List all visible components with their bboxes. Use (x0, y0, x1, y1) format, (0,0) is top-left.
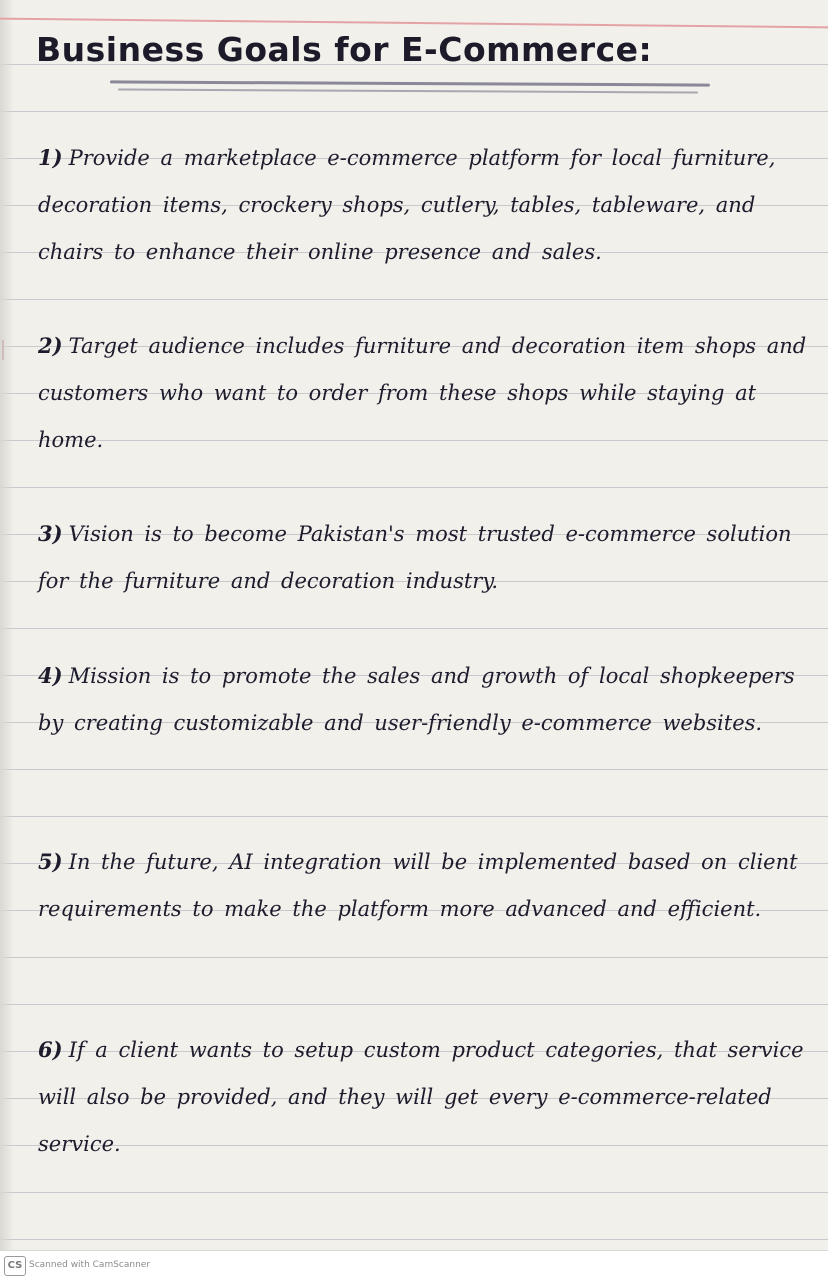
goal-item-5 (38, 838, 808, 933)
goal-number: 1) (38, 145, 63, 170)
goal-item-4 (38, 652, 808, 747)
goal-text: Mission is to promote the sales and growth of local shopkeepers by creating customizable and user-friendly e-commerce websites. (38, 664, 795, 735)
goal-item-2 (38, 322, 808, 464)
goal-text: Provide a marketplace e-commerce platform for local furniture, decoration items, crockery shops, cutlery, tables, tableware, and chairs to enhance their online presence and sales. (38, 146, 776, 264)
page-title: Business Goals for E-Commerce: (36, 30, 653, 69)
goal-item-1 (38, 134, 808, 276)
goal-number: 6) (38, 1037, 63, 1062)
goal-item-3 (38, 510, 808, 605)
title-underline-second (118, 88, 698, 93)
goal-number: 2) (38, 333, 63, 358)
goal-text: If a client wants to setup custom product categories, that service will also be provided, and they will get every e-commerce-related service. (38, 1038, 804, 1156)
goal-text: Target audience includes furniture and decoration item shops and customers who want to order from these shops while staying at home. (38, 334, 807, 452)
scanner-footer (0, 1250, 828, 1281)
goal-number: 4) (38, 663, 63, 688)
binding-shadow (0, 0, 14, 1250)
goal-text: In the future, AI integration will be implemented based on client requirements to make the platform more advanced and efficient. (38, 850, 798, 921)
title-underline (110, 80, 710, 86)
goal-number: 5) (38, 849, 63, 874)
camscanner-logo-icon: CS (4, 1256, 26, 1276)
goal-text: Vision is to become Pakistan's most trusted e-commerce solution for the furniture and decoration industry. (38, 522, 792, 593)
goal-number: 3) (38, 521, 63, 546)
margin-mark (2, 340, 12, 360)
top-margin-rule (0, 18, 828, 29)
scanner-label: Scanned with CamScanner (29, 1260, 151, 1270)
goal-item-6 (38, 1026, 808, 1168)
